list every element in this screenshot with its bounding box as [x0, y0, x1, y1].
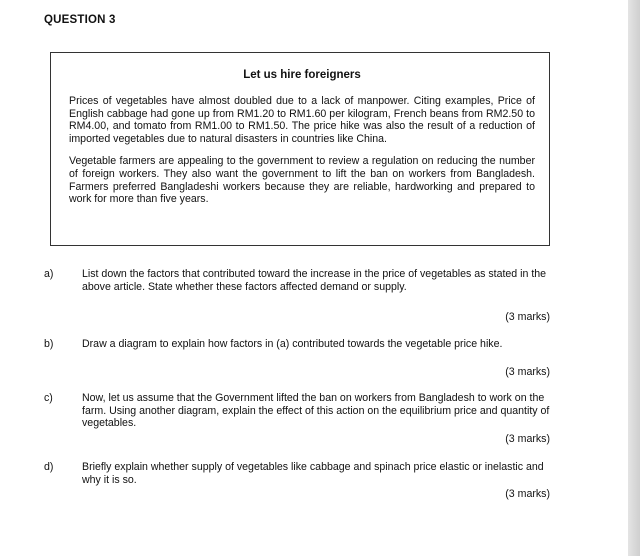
question-d-marks: (3 marks) — [505, 488, 550, 500]
question-a — [44, 268, 554, 293]
question-d-label: d) — [44, 461, 54, 473]
question-b — [44, 338, 554, 351]
question-c — [44, 392, 554, 430]
question-d-text: Briefly explain whether supply of vegetables like cabbage and spinach price elastic or inelastic and why it is so. — [82, 461, 544, 486]
question-a-marks: (3 marks) — [505, 311, 550, 323]
question-b-marks: (3 marks) — [505, 366, 550, 378]
vertical-scrollbar[interactable] — [628, 0, 640, 556]
question-c-marks: (3 marks) — [505, 433, 550, 445]
question-a-text: List down the factors that contributed toward the increase in the price of vegetables as stated in the above article. State whether these factors affected demand or supply. — [82, 268, 547, 293]
question-heading: QUESTION 3 — [44, 14, 116, 26]
question-c-label: c) — [44, 392, 53, 404]
question-d — [44, 461, 554, 486]
question-c-text: Now, let us assume that the Government lifted the ban on workers from Bangladesh to work on the farm. Using another diagram, explain the effect of this action on the equilibrium price and quantity of vegetables. — [82, 392, 550, 430]
article-title: Let us hire foreigners — [243, 69, 361, 81]
question-b-label: b) — [44, 338, 54, 350]
article-box — [50, 52, 550, 246]
question-b-text: Draw a diagram to explain how factors in (a) contributed towards the vegetable price hike. — [82, 338, 503, 350]
article-paragraph-2: Vegetable farmers are appealing to the government to review a regulation on reducing the number of foreign workers. They also want the government to lift the ban on workers from Bangladesh. Farmers preferred Bangladeshi workers because they are reliable, hardworking and prepared to work for more than five years. — [69, 155, 535, 206]
question-a-label: a) — [44, 268, 54, 280]
article-paragraph-1: Prices of vegetables have almost doubled due to a lack of manpower. Citing examples, Price of English cabbage had gone up from RM1.20 to RM1.60 per kilogram, French beans from RM2.50 to RM4.00, and tomato from RM1.00 to RM1.50. The price hike was also the result of a reduction of imported vegetables due to natural disasters in countries like China. — [69, 95, 535, 145]
